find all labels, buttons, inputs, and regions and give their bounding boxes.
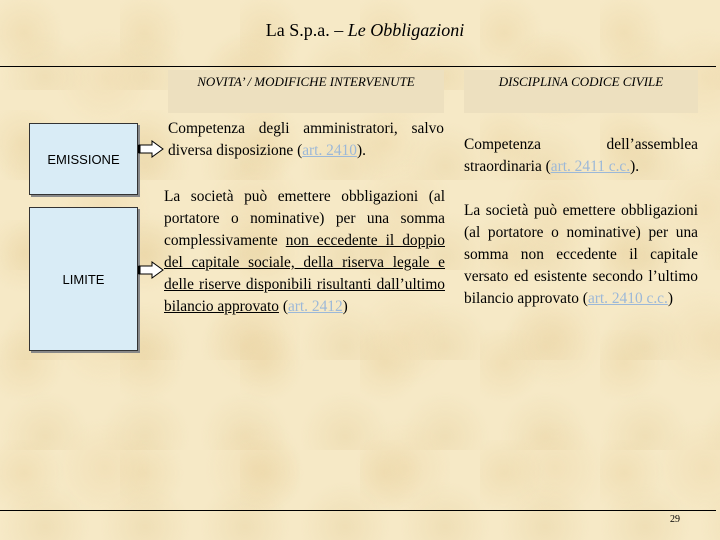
- title-italic: Le Obbligazioni: [347, 20, 465, 40]
- limite-codice-text: [464, 200, 698, 310]
- emissione-label: EMISSIONE: [47, 151, 120, 167]
- right-arrow-icon: [138, 261, 164, 279]
- header-codice: DISCIPLINA CODICE CIVILE: [464, 70, 698, 113]
- emissione-novita-text: [168, 118, 444, 162]
- emissione-codice-end: ).: [630, 158, 640, 175]
- limite-novita-body: La società può emettere obbligazioni (al portatore o nominative) per una somma complessivamente: [164, 188, 445, 249]
- page-number: 29: [670, 514, 680, 525]
- limite-novita-underlined: non eccedente il doppio del capitale sociale, della riserva legale e delle riserve disponibili risultanti dall’ultimo bilancio approvato: [164, 232, 445, 315]
- limite-novita-text: [164, 186, 445, 318]
- link-art-2411[interactable]: art. 2411 c.c.: [550, 158, 631, 175]
- limite-codice-end: ): [667, 290, 673, 307]
- limite-novita-open: (: [278, 298, 288, 315]
- link-art-2410-cc[interactable]: art. 2410 c.c.: [587, 290, 668, 307]
- link-art-2410[interactable]: art. 2410: [302, 142, 357, 159]
- header-novita: NOVITA’ / MODIFICHE INTERVENUTE: [168, 70, 444, 113]
- emissione-novita-end: ).: [356, 142, 366, 159]
- right-arrow-icon: [138, 140, 164, 158]
- emissione-novita-body: Competenza degli amministratori, salvo diversa disposizione (: [168, 120, 444, 159]
- link-art-2412[interactable]: art. 2412: [287, 298, 343, 315]
- emissione-codice-text: [464, 134, 698, 178]
- page-title: [0, 20, 720, 41]
- top-divider: [0, 66, 716, 67]
- emissione-codice-body: Competenza dell’assemblea straordinaria (: [464, 136, 698, 175]
- emissione-box: [29, 123, 138, 195]
- limite-novita-end: ): [342, 298, 348, 315]
- title-main: La S.p.a. –: [265, 20, 348, 40]
- limite-codice-body: La società può emettere obbligazioni (al portatore o nominative) per una somma non eccedente il capitale versato ed esistente secondo l’ultimo bilancio approvato (: [464, 202, 698, 307]
- bottom-divider: [0, 510, 716, 511]
- limite-label: LIMITE: [62, 271, 105, 287]
- limite-box: [29, 207, 138, 351]
